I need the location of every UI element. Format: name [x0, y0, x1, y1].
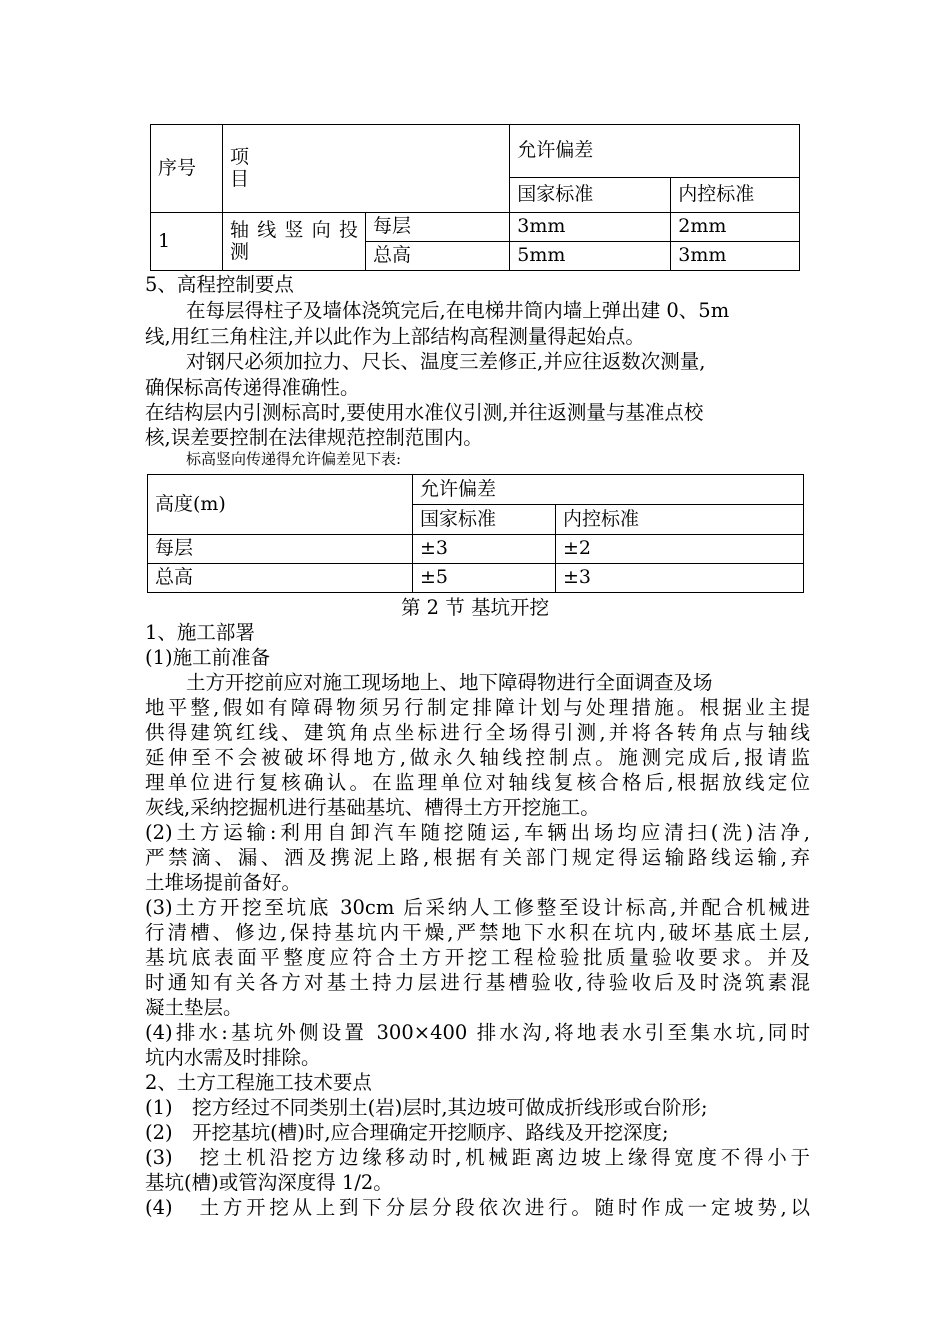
item-2: (2) 开挖基坑(槽)时,应合理确定开挖顺序、路线及开挖深度;: [145, 1121, 669, 1144]
table1-header-tolerance: 允许偏差: [510, 125, 800, 178]
table1-r1-internal: 2mm: [671, 213, 800, 242]
p3-line1: (3)土方开挖至坑底 30cm 后采纳人工修整至设计标高,并配合机械进: [145, 896, 810, 919]
table1-r1-label: 每层: [366, 213, 510, 242]
subheading-preparation: (1)施工前准备: [145, 646, 271, 669]
table1-row-item-line1: 轴线竖向投: [230, 218, 358, 241]
table2-r2-national: ±5: [413, 564, 556, 593]
axis-tolerance-table: [150, 124, 800, 271]
item-3-line1: (3) 挖土机沿挖方边缘移动时,机械距离边坡上缘得宽度不得小于: [145, 1146, 810, 1169]
item-1: (1) 挖方经过不同类别土(岩)层时,其边坡可做成折线形或台阶形;: [145, 1096, 708, 1119]
table1-row-item-line2: 测: [230, 240, 250, 263]
table2-header-tolerance: 允许偏差: [413, 475, 804, 505]
table1-header-item: [223, 125, 510, 213]
table1-r2-national: 5mm: [510, 242, 671, 271]
table2-r2-internal: ±3: [556, 564, 804, 593]
table1-row-number: 1: [151, 213, 223, 271]
section5-p2-line2: 确保标高传递得准确性。: [145, 376, 360, 399]
p4-line1: (4)排水:基坑外侧设置 300×400 排水沟,将地表水引至集水坑,同时: [145, 1021, 810, 1044]
p3-line4: 时通知有关各方对基土持力层进行基槽验收,待验收后及时浇筑素混: [145, 971, 810, 994]
table1-r1-national: 3mm: [510, 213, 671, 242]
table1-header-seq: 序号: [151, 125, 223, 213]
p1-line4: 延伸至不会被破坏得地方,做永久轴线控制点。施测完成后,报请监: [145, 746, 810, 769]
p2-line1: (2)土方运输:利用自卸汽车随挖随运,车辆出场均应清扫(洗)洁净,: [145, 821, 810, 844]
section5-p1-line2: 线,用红三角柱注,并以此作为上部结构高程测量得起始点。: [145, 325, 645, 348]
heading-earthwork-points: 2、土方工程施工技术要点: [145, 1071, 372, 1094]
p1-line6: 灰线,采纳挖掘机进行基础基坑、槽得土方开挖施工。: [145, 796, 600, 819]
p1-line3: 供得建筑红线、建筑角点坐标进行全场得引测,并将各转角点与轴线: [145, 721, 810, 744]
section5-heading: 5、高程控制要点: [145, 273, 294, 296]
p3-line3: 基坑底表面平整度应符合土方开挖工程检验批质量验收要求。并及: [145, 946, 810, 969]
table2-header-national: 国家标准: [413, 505, 556, 535]
table1-r2-internal: 3mm: [671, 242, 800, 271]
p3-line5: 凝土垫层。: [145, 996, 243, 1019]
p3-line2: 行清槽、修边,保持基坑内干燥,严禁地下水积在坑内,破坏基底土层,: [145, 921, 810, 944]
table2-r2-label: 总高: [148, 564, 413, 593]
section-title: 第 2 节 基坑开挖: [400, 596, 549, 619]
table1-header-item-line2: 目: [230, 167, 250, 190]
section5-p2-line1: 对钢尺必须加拉力、尺长、温度三差修正,并应往返数次测量,: [186, 350, 706, 373]
table1-row-item: [223, 213, 366, 271]
section5-p1-line1: 在每层得柱子及墙体浇筑完后,在电梯井筒内墙上弹出建 0、5m: [186, 299, 730, 322]
p2-line2: 严禁滴、漏、洒及携泥上路,根据有关部门规定得运输路线运输,弃: [145, 846, 810, 869]
p1-line2: 地平整,假如有障碍物须另行制定排障计划与处理措施。根据业主提: [145, 696, 810, 719]
table2-caption: 标高竖向传递得允许偏差见下表:: [186, 450, 402, 468]
section5-p3-line1: 在结构层内引测标高时,要使用水准仪引测,并往返测量与基准点校: [145, 401, 704, 424]
table2-r1-label: 每层: [148, 535, 413, 564]
table2-r1-internal: ±2: [556, 535, 804, 564]
table2-header-height: 高度(m): [148, 475, 413, 535]
heading-construction-deployment: 1、施工部署: [145, 621, 255, 644]
elevation-tolerance-table: [147, 474, 804, 593]
section5-p3-line2: 核,误差要控制在法律规范控制范围内。: [145, 426, 483, 449]
item-4-line1: (4) 土方开挖从上到下分层分段依次进行。随时作成一定坡势,以: [145, 1196, 810, 1219]
p1-line5: 理单位进行复核确认。在监理单位对轴线复核合格后,根据放线定位: [145, 771, 810, 794]
table1-header-item-line1: 项: [230, 145, 250, 168]
p4-line2: 坑内水需及时排除。: [145, 1046, 321, 1069]
p2-line3: 土堆场提前备好。: [145, 871, 302, 894]
table1-r2-label: 总高: [366, 242, 510, 271]
table1-header-national: 国家标准: [510, 178, 671, 213]
item-3-line2: 基坑(槽)或管沟深度得 1/2。: [145, 1171, 393, 1194]
table1-header-internal: 内控标准: [671, 178, 800, 213]
table2-r1-national: ±3: [413, 535, 556, 564]
table2-header-internal: 内控标准: [556, 505, 804, 535]
p1-line1: 土方开挖前应对施工现场地上、地下障碍物进行全面调查及场: [186, 671, 713, 694]
